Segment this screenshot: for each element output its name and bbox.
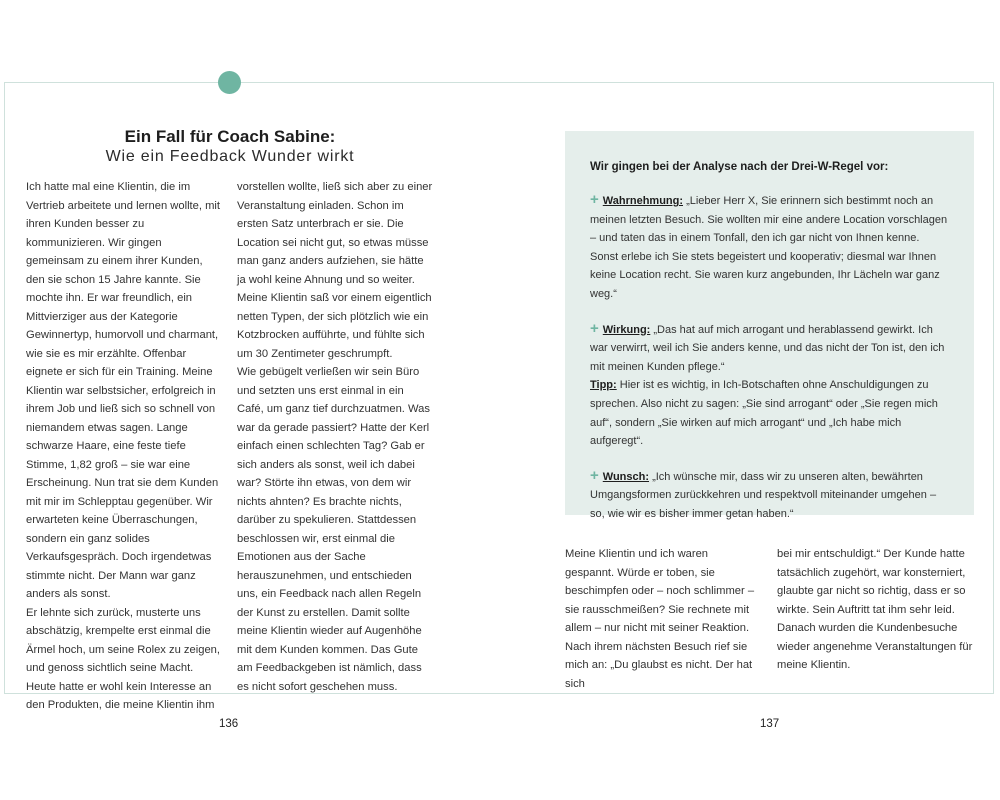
tip-text: Hier ist es wichtig, in Ich-Botschaften ohne Anschuldigungen zu sprechen. Also nicht zu sagen: „Sie sind arrogant“ oder „Sie regen mich auf“, sondern „Sie wirken auf mich arrogant“ und „Ich habe mich aufgeregt“. [590,379,938,448]
page-number-left: 136 [219,718,239,730]
item-text: „Lieber Herr X, Sie erinnern sich bestimmt noch an meinen letzten Besuch. Sie wollten mir eine andere Location vorschlagen – und taten das in einem Tonfall, den ich gar nicht von Ihnen kenne. Sonst erlebe ich Sie stets begeistert und kooperativ; diesmal war Ihnen keine Location recht. Sie waren kurz angebunden, Ihr Lächeln war ganz weg.“ [590,195,948,300]
paragraph: Wie gebügelt verließen wir sein Büro und setzten uns erst einmal in ein Café, um ganz tief durchzuatmen. Was war da gerade passiert? Hatte der Kerl einfach einen schlechten Tag? Gab er sich anders als sonst, weil ich dabei war? Störte ihn etwas, von dem wir nichts ahnten? Es brachte nichts, darüber zu spekulieren. Stattdessen beschlossen wir, erst einmal die Emotionen aus der Sache herauszunehmen, und entschieden uns, ein Feedback nach allen Regeln der Kunst zu erstellen. Damit sollte meine Klientin wieder auf Augenhöhe mit dem Kunden kommen. Das Gute am Feedbackgeben ist nämlich, dass es nicht sofort geschehen muss. [237,366,430,693]
box-item-wirkung [590,320,948,451]
case-title [90,127,370,166]
item-label: Wahrnehmung: [602,195,684,207]
plus-icon: + [590,466,599,484]
paragraph: Er lehnte sich zurück, musterte uns abschätzig, krempelte erst einmal die Ärmel hoch, um seine Rolex zu zeigen, und genoss sichtlich seine Macht. Heute hatte er wohl kein Interesse an den Produkten, die meine Klientin ihm [26,606,221,711]
page-subtitle: Wie ein Feedback Wunder wirkt [105,148,355,165]
item-label: Wunsch: [602,470,650,483]
left-column-2 [237,178,433,696]
left-column-1 [26,178,222,715]
right-column-2 [777,545,973,675]
box-item-wahrnehmung [590,191,948,304]
plus-icon: + [590,191,599,208]
box-heading: Wir gingen bei der Analyse nach der Drei-W-Regel vor: [590,161,889,173]
three-w-rule-box [565,131,974,520]
paragraph: Ich hatte mal eine Klientin, die im Vertrieb arbeitete und lernen wollte, mit ihren Kunden besser zu kommunizieren. Wir gingen gemeinsam zu einem ihrer Kunden, den sie schon 15 Jahre kannte. Sie mochte ihn. Er war freundlich, ein Mittvierziger aus der Kategorie Gewinnertyp, humorvoll und charmant, wie sie es mir erzählte. Offenbar eignete er sich für ein Training. Meine Klientin war selbstsicher, erfolgreich in ihrem Job und ließ sich so schnell von niemandem etwas sagen. Lange schwarze Haare, eine feste tiefe Stimme, 1,82 groß – sie war eine Erscheinung. Nun trat sie dem Kunden mit mir im Schlepptau gegenüber. Wir erwarteten keine Überraschungen, sondern ein ganz solides Verkaufsgespräch. Doch irgendetwas stimmte nicht. Der Mann war ganz anders als sonst. [26,181,221,600]
page-number-right: 137 [760,718,780,730]
box-item-wunsch [590,467,948,524]
tip-label: Tipp: [590,379,617,392]
chapter-dot-marker [218,71,241,94]
page-title: Ein Fall für Coach Sabine: [124,127,336,146]
paragraph: vorstellen wollte, ließ sich aber zu einer Veranstaltung einladen. Schon im ersten Satz unterbrach er sie. Die Location sei nicht gut, so etwas müsse man ganz anders aufziehen, sie hätte ja wohl keine Ahnung und so weiter. Meine Klientin saß vor einem eigentlich netten Typen, der sich plötzlich wie ein Kotzbrocken aufführte, und fühlte sich um 30 Zentimeter geschrumpft. [237,181,433,360]
item-label: Wirkung: [602,323,651,336]
item-text: „Ich wünsche mir, dass wir zu unseren alten, bewährten Umgangsformen zurückkehren und respektvoll miteinander umgehen – so, wie wir es bisher immer getan haben.“ [590,470,937,520]
right-column-1 [565,545,760,693]
paragraph: Meine Klientin und ich waren gespannt. Würde er toben, sie beschimpfen oder – noch schlimmer – sie rausschmeißen? Sie rechnete mit allem – nur nicht mit seiner Reaktion. Nach ihrem nächsten Besuch rief sie mich an: „Du glaubst es nicht. Der hat sich [565,548,755,690]
paragraph: bei mir entschuldigt.“ Der Kunde hatte tatsächlich zugehört, war konsterniert, glaubte gar nicht so richtig, dass er so wirkte. Sein Auftritt tat ihm sehr leid. Danach wurden die Kundenbesuche wieder angenehme Veranstaltungen für meine Klientin. [777,548,973,671]
item-text: „Das hat auf mich arrogant und herablassend gewirkt. Ich war verwirrt, weil ich Sie anders kenne, und das nicht der Ton ist, den ich mit meinen Kunden pflege.“ [590,323,945,373]
plus-icon: + [590,319,599,337]
